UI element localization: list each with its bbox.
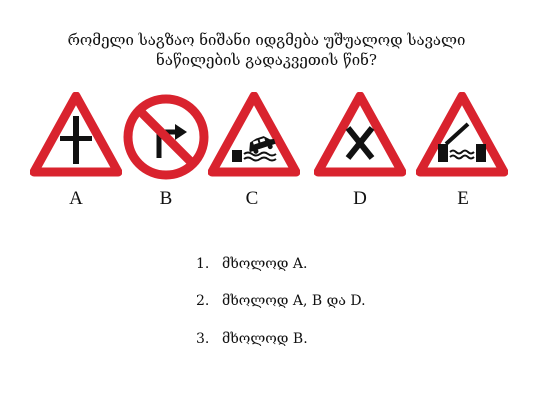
sign-d[interactable] xyxy=(314,92,406,178)
sign-label-e: E xyxy=(457,188,469,209)
answer-option-1[interactable] xyxy=(196,255,307,273)
answer-number: 3. xyxy=(196,331,210,347)
no-right-turn-icon xyxy=(123,94,209,180)
question-line-2: ნაწილების გადაკვეთის წინ? xyxy=(156,51,377,69)
signs-row xyxy=(0,92,533,184)
opening-bridge-icon xyxy=(416,92,508,178)
intersection-x-icon xyxy=(314,92,406,178)
riverbank-car-icon xyxy=(208,92,300,178)
sign-label-d: D xyxy=(353,188,367,209)
sign-label-b: B xyxy=(159,188,173,209)
sign-label-c: C xyxy=(245,188,259,209)
sign-e[interactable] xyxy=(416,92,508,178)
answer-number: 2. xyxy=(196,293,210,309)
sign-a[interactable] xyxy=(30,92,122,178)
crossroads-minor-road-icon xyxy=(30,92,122,178)
sign-label-a: A xyxy=(69,188,83,209)
answer-number: 1. xyxy=(196,256,210,272)
question-line-1: რომელი საგზაო ნიშანი იდგმება უშუალოდ სავალი xyxy=(67,31,466,49)
answer-text: მხოლოდ A. xyxy=(222,256,308,272)
answer-text: მხოლოდ A, B და D. xyxy=(222,293,366,309)
sign-c[interactable] xyxy=(208,92,300,178)
answer-option-3[interactable] xyxy=(196,330,308,348)
sign-b[interactable] xyxy=(123,94,209,180)
answer-option-2[interactable] xyxy=(196,292,366,310)
answer-text: მხოლოდ B. xyxy=(222,331,308,347)
question-text xyxy=(40,30,493,70)
